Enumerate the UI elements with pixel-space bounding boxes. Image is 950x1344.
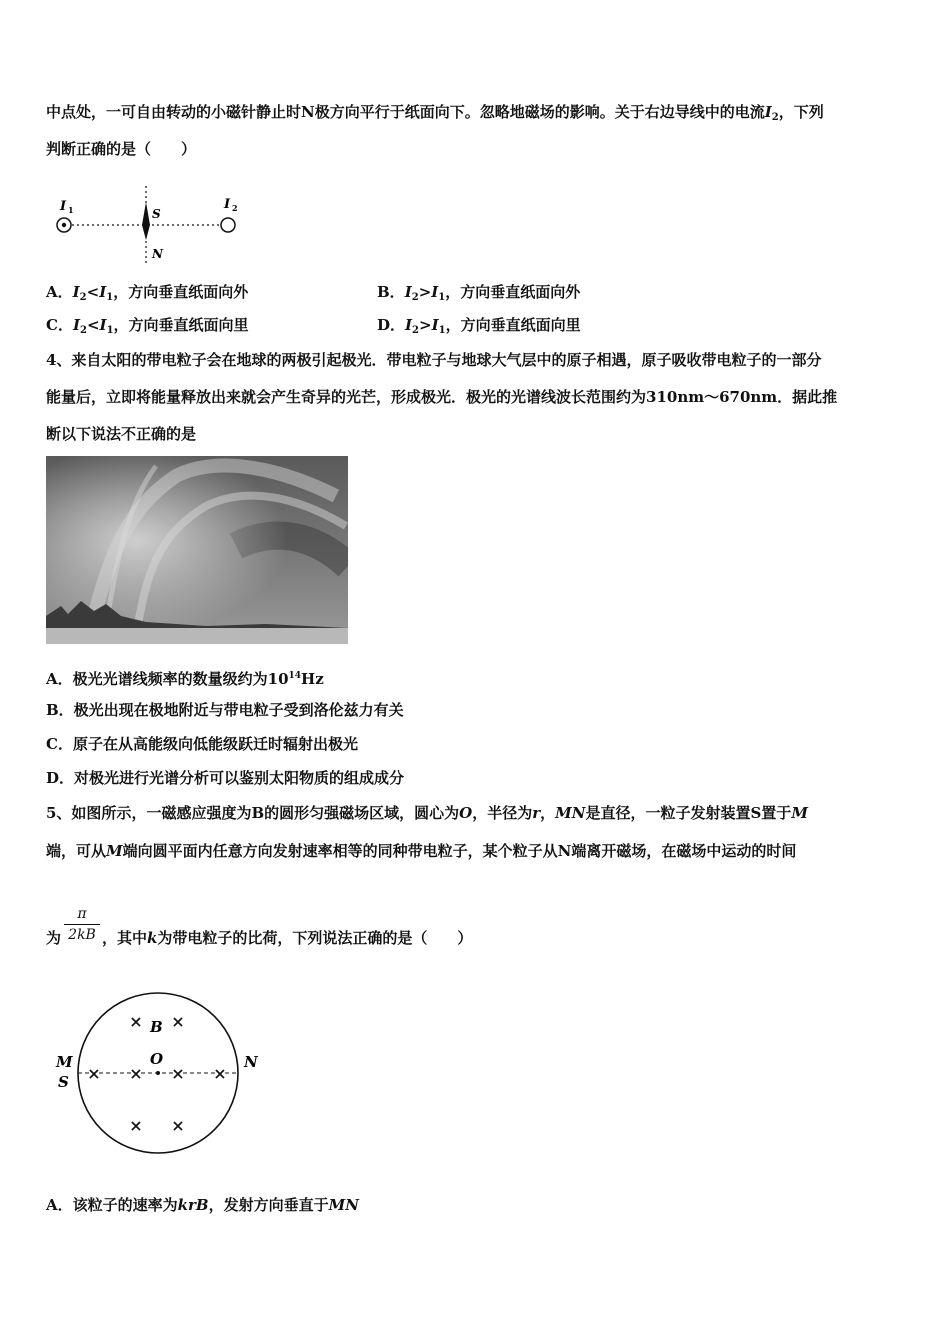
- q5-line-1: 5、如图所示，一磁感应强度为B的圆形匀强磁场区域，圆心为O，半径为r，MN是直径，一粒子发射装置S置于M: [46, 804, 808, 822]
- q5-line-2: 端，可从M端向圆平面内任意方向发射速率相等的同种带电粒子，某个粒子从N端离开磁场，在磁场中运动的时间: [46, 842, 797, 860]
- label-n: N: [152, 247, 163, 261]
- time-fraction: [64, 905, 100, 944]
- q3-option-b[interactable]: B．$I_2>I_1$，方向垂直纸面向外: [377, 283, 581, 303]
- label-s: S: [152, 207, 161, 221]
- q3-line-1: 中点处，一可自由转动的小磁针静止时N极方向平行于纸面向下。忽略地磁场的影响。关于右边导线中的电流$I_2$，下列: [46, 103, 824, 123]
- cross: ×: [171, 1116, 185, 1135]
- magnetic-field-figure: [50, 985, 280, 1165]
- q5-line-3: ，其中k为带电粒子的比荷，下列说法正确的是（ ）: [102, 929, 473, 947]
- q3-compass-figure: [50, 180, 250, 270]
- fraction-denominator: 2kB: [68, 927, 96, 943]
- label-s: S: [58, 1073, 69, 1091]
- q5-line-3-prefix: 为: [46, 929, 62, 947]
- label-i2-sub: 2: [232, 203, 238, 213]
- q4-option-b[interactable]: B．极光出现在极地附近与带电粒子受到洛伦兹力有关: [46, 701, 404, 719]
- cross: ×: [171, 1064, 185, 1083]
- cross: ×: [171, 1012, 185, 1031]
- q4-line-2: 能量后，立即将能量释放出来就会产生奇异的光芒，形成极光．极光的光谱线波长范围约为310nm～670nm．据此推: [46, 388, 838, 406]
- q4-option-a[interactable]: A．极光光谱线频率的数量级约为$10^{14}Hz$: [46, 670, 324, 688]
- q5-option-a[interactable]: A．该粒子的速率为krB，发射方向垂直于MN: [46, 1196, 359, 1214]
- center-dot: [156, 1071, 160, 1075]
- aurora-photo: [46, 456, 348, 644]
- q3-option-c[interactable]: C．$I_2<I_1$，方向垂直纸面向里: [46, 316, 249, 336]
- q4-option-d[interactable]: D．对极光进行光谱分析可以鉴别太阳物质的组成成分: [46, 769, 405, 787]
- label-i2: I: [224, 197, 231, 212]
- cross: ×: [129, 1116, 143, 1135]
- label-o: O: [150, 1050, 164, 1068]
- fraction-numerator: π: [77, 906, 87, 922]
- q4-option-c[interactable]: C．原子在从高能级向低能级跃迁时辐射出极光: [46, 735, 358, 753]
- q3-option-a[interactable]: A．$I_2<I_1$，方向垂直纸面向外: [46, 283, 249, 303]
- q4-line-3: 断以下说法不正确的是: [46, 425, 197, 443]
- cross: ×: [129, 1012, 143, 1031]
- cross: ×: [213, 1064, 227, 1083]
- label-i1-sub: 1: [68, 205, 74, 215]
- label-i1: I: [60, 199, 67, 214]
- compass-needle: [142, 202, 150, 240]
- q3-line-2: 判断正确的是（ ）: [46, 140, 197, 158]
- label-n: N: [244, 1053, 258, 1071]
- label-m: M: [56, 1053, 73, 1071]
- q3-option-d[interactable]: D．$I_2>I_1$，方向垂直纸面向里: [377, 316, 581, 336]
- cross: ×: [129, 1064, 143, 1083]
- q4-line-1: 4、来自太阳的带电粒子会在地球的两极引起极光．带电粒子与地球大气层中的原子相遇，原子吸收带电粒子的一部分: [46, 351, 822, 369]
- label-b: B: [150, 1018, 163, 1036]
- cross: ×: [87, 1064, 101, 1083]
